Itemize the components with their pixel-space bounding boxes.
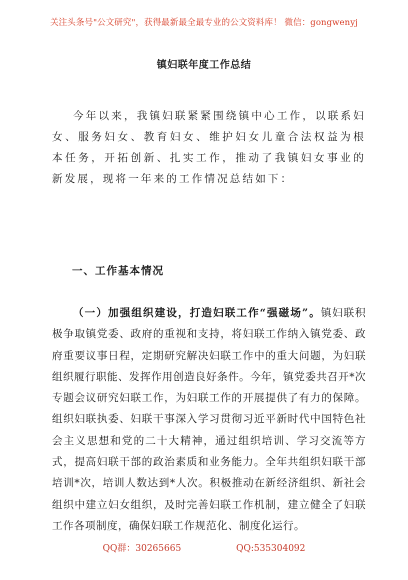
qq-group-text: QQ群：30265665 [102,544,182,554]
promo-banner: 关注头条号"公文研究"，获得最新最全最专业的公文资料库！ 微信：gongwenyj [50,18,358,28]
subsection-body: 镇妇联积极争取镇党委、政府的重视和支持，将妇联工作纳入镇党委、政府重要议事日程，定期研究解决妇联工作中的重大问题，为妇联组织履行职能、发挥作用创造良好条件。今年，镇党委共召开*次专题会议研究妇联工作，为妇联工作的开展提供了有力的保障。组织妇联执委、妇联干事深入学习贯彻习近平新时代中国特色社会主义思想和党的二十大精神，通过组织培训、学习交流等方式，提高妇联干部的政治素质和业务能力。全年共组织妇联干部培训*次，培训人数达到*人次。积极推动在新经济组织、新社会组织中建立妇女组织，及时完善妇联工作机制，建立健全了妇联工作各项制度，确保妇联工作规范化、制度化运行。 [52,307,366,532]
intro-paragraph: 今年以来，我镇妇联紧紧围绕镇中心工作，以联系妇女、服务妇女、教育妇女、维护妇女儿童合法权益为根本任务，开拓创新、扎实工作，推动了我镇妇女事业的新发展，现将一年来的工作情况总结如下： [52,110,366,185]
subsection-lead: （一）加强组织建设，打造妇联工作“强磁场”。 [73,307,321,319]
footer-contacts [0,541,408,554]
body-paragraph [52,303,366,537]
qq-text: QQ:535304092 [236,544,306,554]
section-heading: 一、工作基本情况 [72,265,164,277]
document-title: 镇妇联年度工作总结 [156,60,252,71]
